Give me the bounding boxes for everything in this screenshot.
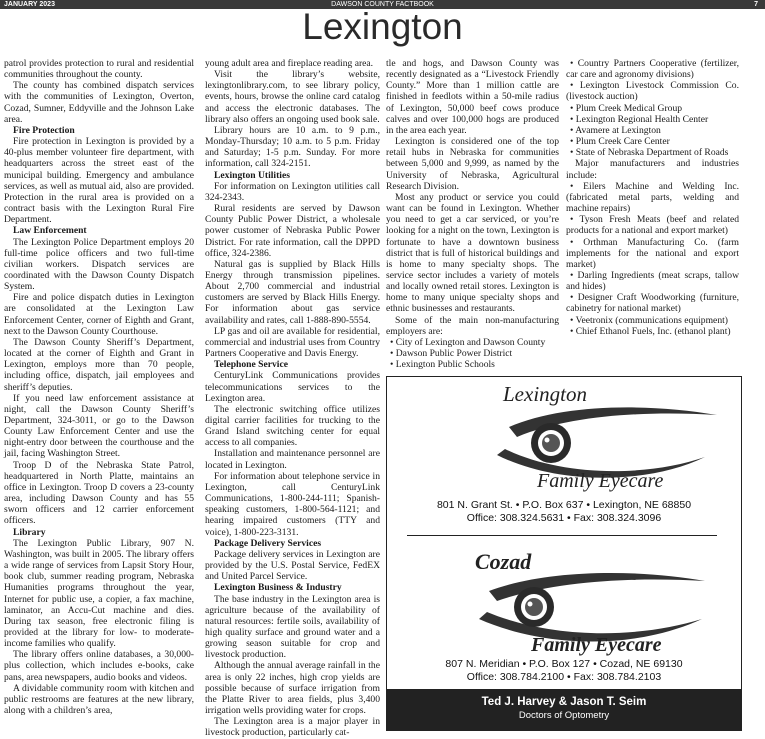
cozad-phone: Office: 308.784.2100 • Fax: 308.784.2103 (466, 671, 662, 683)
paragraph: The Lexington area is a major player in livestock production, particularly cat- (205, 716, 380, 739)
list-item: • Veetronix (communications equipment) (570, 314, 728, 326)
paragraph: patrol provides protection to rural and residential communities throughout the county. (4, 58, 194, 81)
issue-date: JANUARY 2023 (4, 1, 55, 8)
paragraph: Although the annual average rainfall in the area is only 22 inches, high crop yields are possible because of surface irrigation from the Platte River to area fields, plus 3,400 irrigation wells providing water for crops. (205, 660, 380, 717)
column-1 (4, 58, 194, 716)
paragraph: Major manufacturers and industries include: (566, 158, 739, 181)
paragraph: tle and hogs, and Dawson County was recently designated as a “Livestock Friendly County.” More than 1 million cattle are finished in feedlots within a 50-mile radius of Lexington, 50,000 beef cows produce calves and over 100,000 hogs are produced in the area each year. (386, 58, 559, 136)
section-heading: Fire Protection (13, 124, 75, 136)
section-heading: Lexington Business & Industry (214, 582, 342, 594)
paragraph: Visit the library’s website, lexingtonlibrary.com, to see library policy, events, hours, browse the online card catalog and access the electronic databases. The library also offers an ongoing used book sale. (205, 69, 380, 125)
paragraph: Natural gas is supplied by Black Hills Energy through transmission pipelines. About 2,700 commercial and industrial customers are served by Black Hills Energy. For information about gas service availability and rates, call 1-888-890-5554. (205, 258, 380, 326)
divider (407, 535, 717, 536)
lexington-phone: Office: 308.324.5631 • Fax: 308.324.3096 (466, 512, 662, 524)
paragraph: If you need law enforcement assistance at night, call the Dawson County Sheriff’s Department, 324-3011, or go to the Dawson County Law Enforcement Center and use the night-entry door between the courthouse and the jail, facing Washington Street. (4, 392, 194, 460)
cozad-practice-name: Family Eyecare (531, 634, 662, 656)
list-item: • Orthman Manufacturing Co. (farm implements for the national and export market) (566, 236, 739, 270)
section-heading: Lexington Utilities (214, 169, 290, 181)
doctors-title: Doctors of Optometry (518, 710, 610, 721)
paragraph: The county has combined dispatch services with the communities of Lexington, Overton, Cozad, Sumner, Eddyville and the Johnson Lake area. (4, 80, 194, 125)
list-item: • Country Partners Cooperative (fertilizer, car care and agronomy divisions) (566, 58, 739, 81)
eyecare-advertisement (386, 376, 742, 731)
paragraph: young adult area and fireplace reading area. (205, 58, 374, 69)
section-heading: Package Delivery Services (214, 537, 322, 549)
list-item: • Dawson Public Power District (390, 348, 513, 360)
list-item: • Plum Creek Medical Group (570, 102, 683, 114)
paragraph: LP gas and oil are available for residential, commercial and industrial uses from Country Partners Cooperative and Davis Energy. (205, 325, 380, 360)
cozad-address: 807 N. Meridian • P.O. Box 127 • Cozad, NE 69130 (445, 658, 683, 670)
doctors-names: Ted J. Harvey & Jason T. Seim (481, 696, 647, 708)
list-item: • Darling Ingredients (meat scraps, tallow and hides) (566, 269, 739, 293)
paragraph: Rural residents are served by Dawson County Public Power District, a wholesale power customer of Nebraska Public Power District. For rate information, call the DPPD office, 324-2386. (205, 203, 380, 259)
lexington-address: 801 N. Grant St. • P.O. Box 637 • Lexington, NE 68850 (436, 499, 692, 511)
paragraph: The library offers online databases, a 30,000-plus collection, which includes e-books, cake pans, area newspapers, audio books and videos. (4, 649, 194, 683)
lexington-eyecare-logo (387, 377, 741, 499)
list-item: • Avamere at Lexington (570, 124, 661, 136)
section-heading: Telephone Service (214, 359, 288, 371)
paragraph: For information on Lexington utilities call 324-2343. (205, 180, 380, 203)
lexington-city-label: Lexington (503, 382, 587, 406)
list-item: • Tyson Fresh Meats (beef and related products for a national and export market) (566, 214, 739, 237)
publication-name: DAWSON COUNTY FACTBOOK (331, 1, 434, 8)
cozad-eyecare-logo (387, 539, 741, 657)
page-number: 7 (754, 1, 758, 8)
paragraph: The Lexington Police Department employs 20 full-time police officers and two full-time civilian workers. Dispatch services are coordinated with the Dawson County Dispatch System. (4, 236, 194, 293)
paragraph: Library hours are 10 a.m. to 9 p.m., Monday-Thursday; 10 a.m. to 5 p.m. Friday and Saturday; 1-5 p.m. Sunday. For more information, call 324-2151. (205, 124, 380, 170)
list-item: • Chief Ethanol Fuels, Inc. (ethanol plant) (570, 325, 731, 337)
section-heading: Library (13, 526, 46, 538)
paragraph: For information about telephone service in Lexington, call CenturyLink Communications, 1-800-244-111; Spanish-speaking customers, 1-800-564-1121; and hearing impaired customers (TTY and voice), 1-800-223-3131. (205, 470, 380, 538)
paragraph: Most any product or service you could want can be found in Lexington. Whether you need to get a car serviced, or you’re looking for a night on the town, Lexington is fortunate to have a downtown business district that is full of historical buildings and is home to many specialty shops. The service sector includes a variety of motels and locally owned retail stores. Lexington is home to many unique specialty shops and ethnic businesses and restaurants. (386, 191, 559, 315)
list-item: • Designer Craft Woodworking (furniture, cabinetry for national market) (566, 292, 739, 315)
section-heading: Law Enforcement (13, 225, 87, 237)
paragraph: Fire and police dispatch duties in Lexington are consolidated at the Lexington Law Enforcement Center, corner of Eighth and Grant, next to the Dawson County Courthouse. (4, 292, 194, 337)
paragraph: Some of the main non-manufacturing employers are: (386, 314, 559, 337)
list-item: • City of Lexington and Dawson County (390, 336, 546, 348)
paragraph: Lexington is considered one of the top retail hubs in Nebraska for communities between 5,000 and 9,999, as named by the University of Nebraska, Agricultural Research Division. (386, 136, 559, 192)
page-title: Lexington (302, 6, 463, 47)
doctors-banner (387, 689, 741, 730)
paragraph: The Dawson County Sheriff’s Department, located at the corner of Eighth and Grant in Lexington, employs more than 70 people, including office, dispatch, jail employees and sheriff’s deputies. (4, 336, 194, 393)
paragraph: A dividable community room with kitchen and public restrooms are features at the new library, along with a children’s area, (4, 682, 194, 717)
list-item: • Lexington Public Schools (390, 359, 495, 371)
paragraph: CenturyLink Communications provides telecommunications services to the Lexington area. (205, 370, 380, 404)
paragraph: The Lexington Public Library, 907 N. Washington, was built in 2005. The library offers a wide range of services from Lapsit Story Hour, book club, summer reading program, Nebraska Humanities programs throughout the year, Internet for public use, a copier, a fax machine, laminator, an Accu-Cut machine and dies. During tax season, free electronic filing is provided at the library for low- to moderate-income families who qualify. (4, 537, 194, 650)
paragraph: Troop D of the Nebraska State Patrol, headquartered in North Platte, maintains an office in Lexington. Troop D covers a 23-county area, including Dawson County and has 55 sworn officers and 12 carrier enforcement officers. (4, 459, 194, 527)
column-4 (566, 58, 739, 337)
list-item: • Lexington Regional Health Center (570, 113, 709, 125)
paragraph: The electronic switching office utilizes digital carrier facilities for trucking to the Grand Island switching center for equal access to all companies. (205, 403, 380, 449)
paragraph: Fire protection in Lexington is provided by a 40-plus member volunteer fire department, with headquarters across the street east of the municipal building. Emergency and ambulance services, as well as mutual aid, also are provided. Protection in the rural area is provided on a contract basis with the Lexington Rural Fire Department. (4, 136, 194, 226)
cozad-city-label: Cozad (475, 549, 532, 574)
column-3 (386, 58, 559, 370)
list-item: • Lexington Livestock Commission Co. (livestock auction) (566, 80, 739, 103)
paragraph: Installation and maintenance personnel are located in Lexington. (205, 448, 380, 471)
lexington-practice-name: Family Eyecare (537, 470, 664, 492)
list-item: • State of Nebraska Department of Roads (570, 147, 729, 159)
list-item: • Plum Creek Care Center (570, 136, 670, 148)
list-item: • Eilers Machine and Welding Inc. (fabricated metal parts, welding and machine repairs) (566, 180, 739, 215)
column-2 (205, 58, 380, 739)
paragraph: Package delivery services in Lexington are provided by the U.S. Postal Service, FedEX and United Parcel Service. (205, 548, 380, 583)
paragraph: The base industry in the Lexington area is agriculture because of the availability of natural resources: fertile soils, availability of high quality surface and ground water and a growing season suitable for crop and livestock production. (205, 593, 380, 661)
